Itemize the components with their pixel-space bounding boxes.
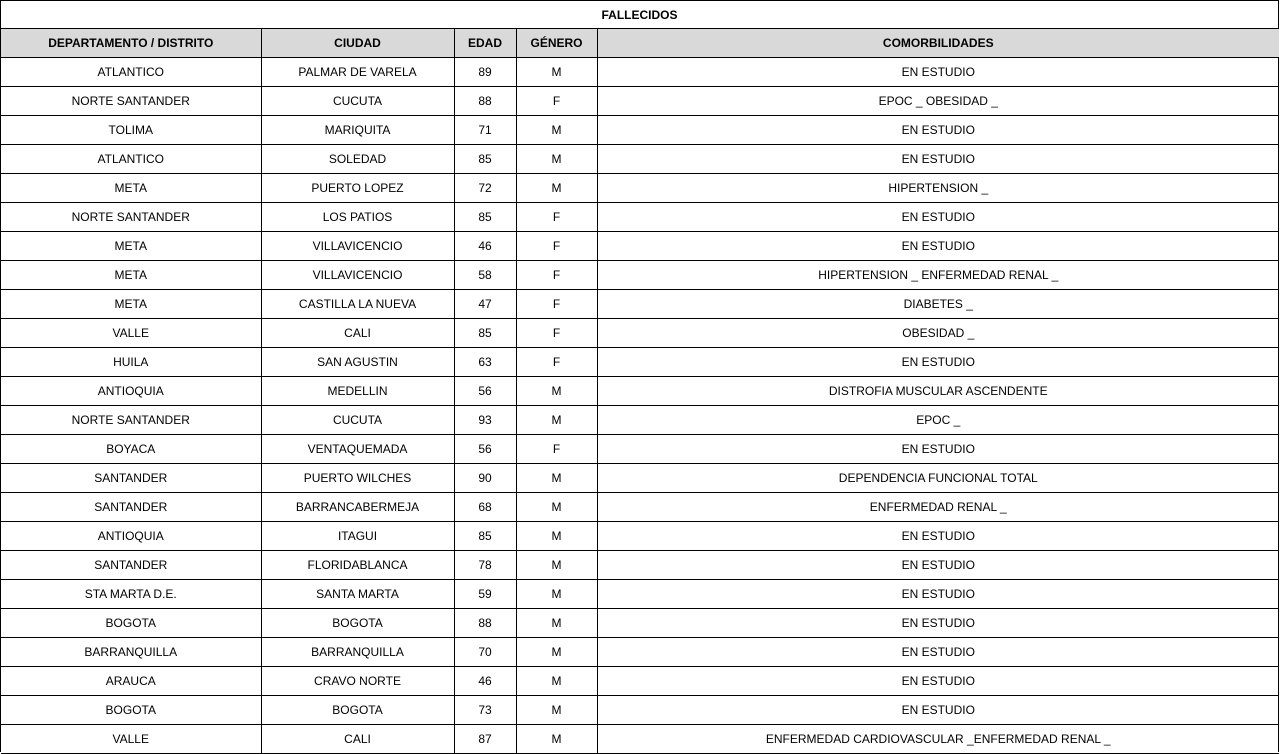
comorbilidades-cell: EN ESTUDIO xyxy=(597,696,1279,725)
edad-cell: 78 xyxy=(454,551,516,580)
ciudad-cell: VENTAQUEMADA xyxy=(261,435,454,464)
comorbilidades-cell: EN ESTUDIO xyxy=(597,522,1279,551)
departamento-cell: NORTE SANTANDER xyxy=(1,203,261,232)
table-row xyxy=(1,551,1279,580)
genero-cell: F xyxy=(516,435,597,464)
edad-cell: 70 xyxy=(454,638,516,667)
table-row xyxy=(1,696,1279,725)
edad-cell: 85 xyxy=(454,319,516,348)
edad-cell: 85 xyxy=(454,145,516,174)
edad-cell: 46 xyxy=(454,667,516,696)
genero-cell: M xyxy=(516,145,597,174)
table-row xyxy=(1,261,1279,290)
ciudad-cell: BARRANCABERMEJA xyxy=(261,493,454,522)
genero-cell: F xyxy=(516,203,597,232)
genero-cell: M xyxy=(516,406,597,435)
departamento-cell: META xyxy=(1,261,261,290)
edad-cell: 59 xyxy=(454,580,516,609)
ciudad-cell: SANTA MARTA xyxy=(261,580,454,609)
ciudad-cell: PUERTO WILCHES xyxy=(261,464,454,493)
departamento-cell: VALLE xyxy=(1,725,261,754)
edad-cell: 88 xyxy=(454,609,516,638)
edad-cell: 73 xyxy=(454,696,516,725)
ciudad-cell: CASTILLA LA NUEVA xyxy=(261,290,454,319)
ciudad-cell: BOGOTA xyxy=(261,609,454,638)
ciudad-cell: FLORIDABLANCA xyxy=(261,551,454,580)
genero-cell: M xyxy=(516,174,597,203)
ciudad-cell: ITAGUI xyxy=(261,522,454,551)
edad-cell: 88 xyxy=(454,87,516,116)
table-title: FALLECIDOS xyxy=(1,0,1278,29)
comorbilidades-cell: DIABETES _ xyxy=(597,290,1279,319)
table-row xyxy=(1,435,1279,464)
departamento-cell: ANTIOQUIA xyxy=(1,522,261,551)
table-row xyxy=(1,232,1279,261)
departamento-cell: ATLANTICO xyxy=(1,58,261,87)
departamento-cell: ARAUCA xyxy=(1,667,261,696)
edad-cell: 46 xyxy=(454,232,516,261)
edad-cell: 71 xyxy=(454,116,516,145)
genero-cell: M xyxy=(516,667,597,696)
table-row xyxy=(1,493,1279,522)
header-ciudad: CIUDAD xyxy=(261,29,454,58)
departamento-cell: SANTANDER xyxy=(1,493,261,522)
edad-cell: 63 xyxy=(454,348,516,377)
comorbilidades-cell: EN ESTUDIO xyxy=(597,609,1279,638)
departamento-cell: TOLIMA xyxy=(1,116,261,145)
edad-cell: 68 xyxy=(454,493,516,522)
ciudad-cell: MEDELLIN xyxy=(261,377,454,406)
comorbilidades-cell: EPOC _ OBESIDAD _ xyxy=(597,87,1279,116)
genero-cell: M xyxy=(516,58,597,87)
table-row xyxy=(1,319,1279,348)
genero-cell: F xyxy=(516,261,597,290)
header-genero: GÉNERO xyxy=(516,29,597,58)
departamento-cell: NORTE SANTANDER xyxy=(1,406,261,435)
table-row xyxy=(1,58,1279,87)
comorbilidades-cell: DEPENDENCIA FUNCIONAL TOTAL xyxy=(597,464,1279,493)
edad-cell: 87 xyxy=(454,725,516,754)
departamento-cell: BOGOTA xyxy=(1,696,261,725)
ciudad-cell: CALI xyxy=(261,319,454,348)
ciudad-cell: LOS PATIOS xyxy=(261,203,454,232)
genero-cell: M xyxy=(516,638,597,667)
genero-cell: M xyxy=(516,551,597,580)
header-row xyxy=(1,29,1279,58)
genero-cell: M xyxy=(516,725,597,754)
table-row xyxy=(1,464,1279,493)
header-departamento: DEPARTAMENTO / DISTRITO xyxy=(1,29,261,58)
edad-cell: 93 xyxy=(454,406,516,435)
table-row xyxy=(1,203,1279,232)
edad-cell: 72 xyxy=(454,174,516,203)
comorbilidades-cell: EN ESTUDIO xyxy=(597,638,1279,667)
ciudad-cell: SOLEDAD xyxy=(261,145,454,174)
table-row xyxy=(1,145,1279,174)
ciudad-cell: CRAVO NORTE xyxy=(261,667,454,696)
table-row xyxy=(1,174,1279,203)
edad-cell: 58 xyxy=(454,261,516,290)
comorbilidades-cell: ENFERMEDAD CARDIOVASCULAR _ENFERMEDAD RENAL _ xyxy=(597,725,1279,754)
genero-cell: F xyxy=(516,232,597,261)
ciudad-cell: VILLAVICENCIO xyxy=(261,232,454,261)
table-row xyxy=(1,522,1279,551)
edad-cell: 85 xyxy=(454,203,516,232)
genero-cell: M xyxy=(516,696,597,725)
ciudad-cell: CUCUTA xyxy=(261,406,454,435)
comorbilidades-cell: EN ESTUDIO xyxy=(597,232,1279,261)
comorbilidades-cell: HIPERTENSION _ ENFERMEDAD RENAL _ xyxy=(597,261,1279,290)
ciudad-cell: BOGOTA xyxy=(261,696,454,725)
comorbilidades-cell: ENFERMEDAD RENAL _ xyxy=(597,493,1279,522)
table-row xyxy=(1,116,1279,145)
comorbilidades-cell: EN ESTUDIO xyxy=(597,435,1279,464)
table-row xyxy=(1,290,1279,319)
comorbilidades-cell: DISTROFIA MUSCULAR ASCENDENTE xyxy=(597,377,1279,406)
edad-cell: 47 xyxy=(454,290,516,319)
table-row xyxy=(1,406,1279,435)
genero-cell: F xyxy=(516,87,597,116)
table-row xyxy=(1,348,1279,377)
edad-cell: 56 xyxy=(454,435,516,464)
table-row xyxy=(1,638,1279,667)
departamento-cell: VALLE xyxy=(1,319,261,348)
edad-cell: 90 xyxy=(454,464,516,493)
edad-cell: 89 xyxy=(454,58,516,87)
fallecidos-table xyxy=(1,29,1279,754)
comorbilidades-cell: EN ESTUDIO xyxy=(597,667,1279,696)
departamento-cell: ANTIOQUIA xyxy=(1,377,261,406)
departamento-cell: BOYACA xyxy=(1,435,261,464)
ciudad-cell: PUERTO LOPEZ xyxy=(261,174,454,203)
ciudad-cell: CALI xyxy=(261,725,454,754)
comorbilidades-cell: EN ESTUDIO xyxy=(597,145,1279,174)
edad-cell: 85 xyxy=(454,522,516,551)
departamento-cell: SANTANDER xyxy=(1,551,261,580)
ciudad-cell: VILLAVICENCIO xyxy=(261,261,454,290)
header-comorbilidades: COMORBILIDADES xyxy=(597,29,1279,58)
departamento-cell: HUILA xyxy=(1,348,261,377)
departamento-cell: ATLANTICO xyxy=(1,145,261,174)
genero-cell: F xyxy=(516,348,597,377)
genero-cell: F xyxy=(516,319,597,348)
departamento-cell: META xyxy=(1,290,261,319)
table-row xyxy=(1,609,1279,638)
departamento-cell: META xyxy=(1,232,261,261)
ciudad-cell: BARRANQUILLA xyxy=(261,638,454,667)
genero-cell: M xyxy=(516,493,597,522)
table-row xyxy=(1,580,1279,609)
departamento-cell: META xyxy=(1,174,261,203)
genero-cell: M xyxy=(516,464,597,493)
comorbilidades-cell: EN ESTUDIO xyxy=(597,116,1279,145)
comorbilidades-cell: HIPERTENSION _ xyxy=(597,174,1279,203)
genero-cell: M xyxy=(516,377,597,406)
table-row xyxy=(1,87,1279,116)
departamento-cell: BOGOTA xyxy=(1,609,261,638)
genero-cell: M xyxy=(516,116,597,145)
table-row xyxy=(1,667,1279,696)
header-edad: EDAD xyxy=(454,29,516,58)
genero-cell: M xyxy=(516,580,597,609)
ciudad-cell: SAN AGUSTIN xyxy=(261,348,454,377)
comorbilidades-cell: EN ESTUDIO xyxy=(597,58,1279,87)
genero-cell: M xyxy=(516,609,597,638)
ciudad-cell: CUCUTA xyxy=(261,87,454,116)
ciudad-cell: MARIQUITA xyxy=(261,116,454,145)
edad-cell: 56 xyxy=(454,377,516,406)
ciudad-cell: PALMAR DE VARELA xyxy=(261,58,454,87)
table-row xyxy=(1,377,1279,406)
departamento-cell: NORTE SANTANDER xyxy=(1,87,261,116)
comorbilidades-cell: EN ESTUDIO xyxy=(597,551,1279,580)
departamento-cell: SANTANDER xyxy=(1,464,261,493)
comorbilidades-cell: EPOC _ xyxy=(597,406,1279,435)
genero-cell: F xyxy=(516,290,597,319)
comorbilidades-cell: EN ESTUDIO xyxy=(597,580,1279,609)
departamento-cell: STA MARTA D.E. xyxy=(1,580,261,609)
genero-cell: M xyxy=(516,522,597,551)
comorbilidades-cell: EN ESTUDIO xyxy=(597,348,1279,377)
table-row xyxy=(1,725,1279,754)
departamento-cell: BARRANQUILLA xyxy=(1,638,261,667)
comorbilidades-cell: EN ESTUDIO xyxy=(597,203,1279,232)
comorbilidades-cell: OBESIDAD _ xyxy=(597,319,1279,348)
